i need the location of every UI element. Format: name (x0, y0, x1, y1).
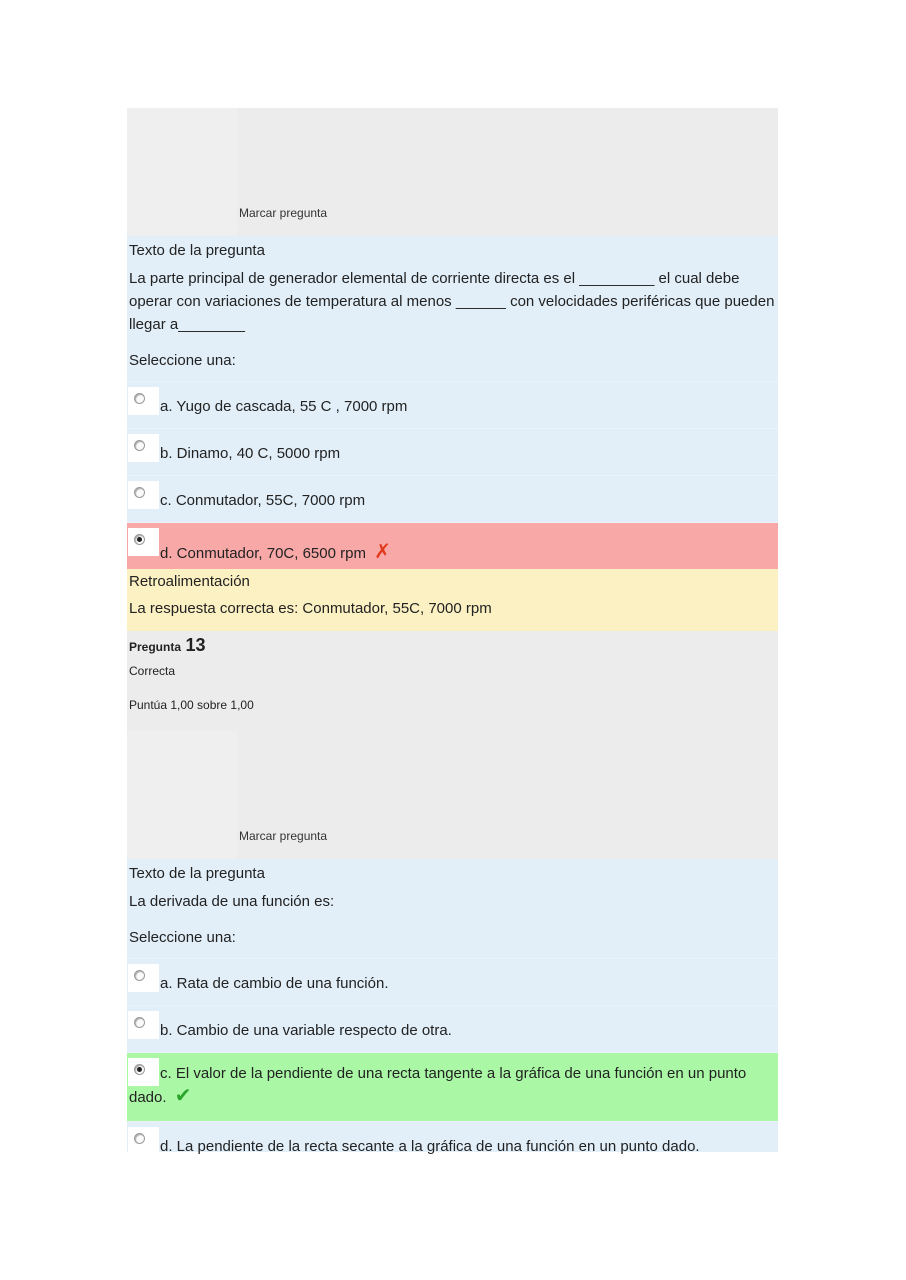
incorrect-icon: ✗ (374, 541, 391, 563)
question-grade: Puntúa 1,00 sobre 1,00 (129, 698, 254, 712)
answer-option[interactable] (127, 475, 778, 522)
radio-button[interactable] (134, 487, 145, 498)
question-number-label: Pregunta (129, 640, 182, 654)
answer-option-label: b. Cambio de una variable respecto de otra. (160, 1022, 452, 1039)
answer-option-selected-incorrect[interactable] (127, 522, 778, 569)
flag-question-link[interactable]: Marcar pregunta (239, 206, 328, 220)
radio-button-checked[interactable] (134, 534, 145, 545)
question-content (127, 859, 778, 1155)
feedback-block (127, 569, 778, 631)
answer-option[interactable] (127, 1121, 778, 1155)
question-text-title: Texto de la pregunta (129, 242, 265, 259)
question-content (127, 236, 778, 569)
radio-button[interactable] (134, 1133, 145, 1144)
question-number: 13 (185, 635, 206, 655)
flag-question-link[interactable]: Marcar pregunta (239, 829, 328, 843)
answer-option-label: d. Conmutador, 70C, 6500 rpm (160, 545, 366, 562)
radio-button[interactable] (134, 393, 145, 404)
answer-option-label: b. Dinamo, 40 C, 5000 rpm (160, 445, 341, 462)
select-label: Seleccione una: (129, 352, 236, 369)
answer-option-label: a. Yugo de cascada, 55 C , 7000 rpm (160, 398, 408, 415)
answer-option[interactable] (127, 428, 778, 475)
question-text: La parte principal de generador elemental de corriente directa es el _________ el cual debe operar con variaciones de temperatura al menos ______ con velocidades periféricas que pueden llegar a________ (129, 270, 775, 333)
answer-option[interactable] (127, 958, 778, 1005)
answer-option-label: d. La pendiente de la recta secante a la gráfica de una función en un punto dado. (160, 1138, 700, 1155)
correct-icon: ✔ (174, 1085, 192, 1107)
radio-button[interactable] (134, 970, 145, 981)
flag-block (127, 108, 778, 236)
answer-option-label: c. El valor de la pendiente de una recta tangente a la gráfica de una función en un punto dado. (129, 1065, 747, 1106)
quiz-review-page (127, 108, 778, 1155)
answer-option[interactable] (127, 1005, 778, 1052)
radio-button[interactable] (134, 1017, 145, 1028)
question-state: Correcta (129, 664, 176, 678)
question-text-title: Texto de la pregunta (129, 865, 265, 882)
answer-option-label: a. Rata de cambio de una función. (160, 975, 389, 992)
radio-button[interactable] (134, 440, 145, 451)
answer-option-label: c. Conmutador, 55C, 7000 rpm (160, 492, 366, 509)
answer-option[interactable] (127, 381, 778, 428)
select-label: Seleccione una: (129, 929, 236, 946)
question-text: La derivada de una función es: (129, 893, 335, 910)
feedback-text: La respuesta correcta es: Conmutador, 55C, 7000 rpm (129, 600, 492, 617)
feedback-title: Retroalimentación (129, 573, 250, 590)
flag-block (127, 731, 778, 859)
question-info (127, 631, 778, 731)
answer-option-selected-correct[interactable] (127, 1052, 778, 1121)
